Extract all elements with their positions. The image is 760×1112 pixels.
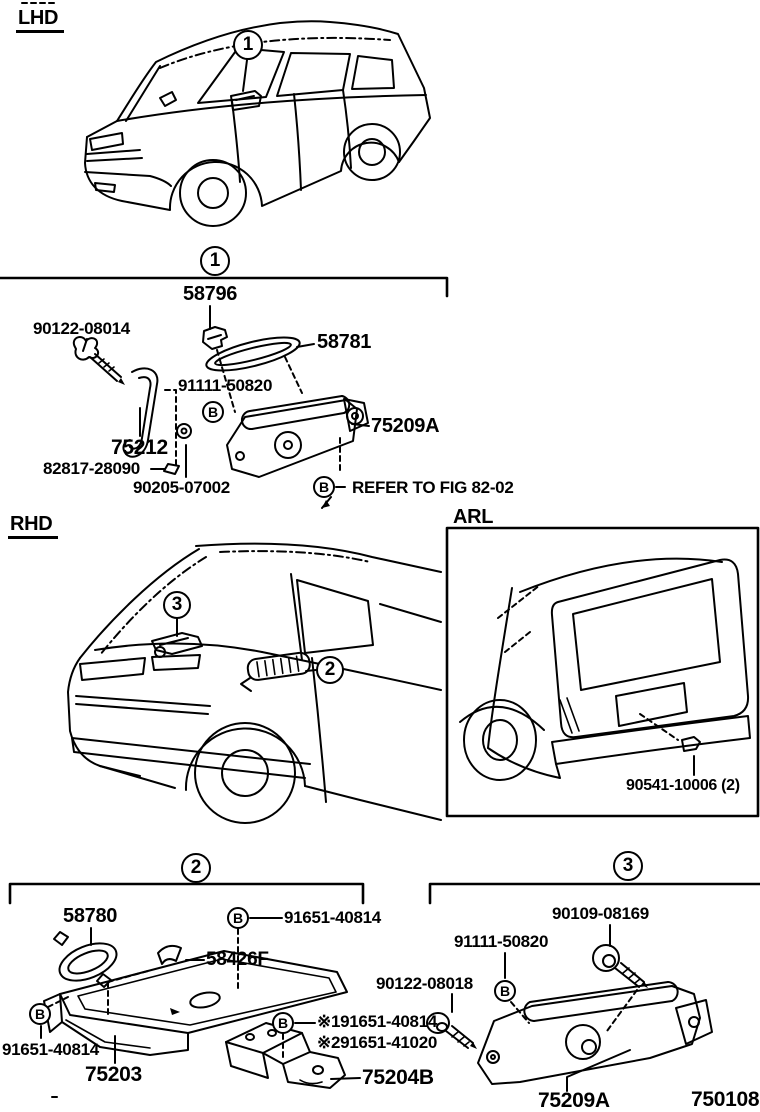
part-label-91111-50820-s3: 91111-50820 — [454, 932, 549, 951]
callout-2-rhd-van: 2 — [316, 656, 344, 684]
part-label-90109-08169: 90109-08169 — [552, 904, 649, 923]
view-label-arl: ARL — [453, 506, 494, 528]
part-label-90122-08014: 90122-08014 — [33, 319, 130, 338]
circled-b-marker-s1-refer: B — [313, 476, 335, 498]
callout-2-section: 2 — [181, 853, 211, 883]
view-label-lhd: LHD — [16, 8, 64, 33]
part-label-75209a-s1: 75209A — [371, 415, 440, 437]
circled-b-marker-s1-bolt: B — [202, 401, 224, 423]
callout-1-section: 1 — [200, 246, 230, 276]
figure-page-number: 750108 — [691, 1088, 760, 1111]
part-label-58781: 58781 — [317, 331, 372, 353]
circled-b-marker-s2-left: B — [29, 1003, 51, 1025]
part-label-alt-91651-40814: ※191651-40814 — [317, 1012, 438, 1031]
part-label-91651-40814-top: 91651-40814 — [284, 908, 381, 927]
part-label-75212: 75212 — [111, 436, 168, 459]
refer-note: REFER TO FIG 82-02 — [352, 478, 514, 497]
circled-b-marker-s3: B — [494, 980, 516, 1002]
circled-b-marker-s2-right: B — [272, 1012, 294, 1034]
part-label-58426f: 58426F — [206, 949, 269, 970]
part-label-58796: 58796 — [183, 283, 238, 305]
part-label-91651-40814-left: 91651-40814 — [2, 1040, 99, 1059]
part-label-75204b: 75204B — [362, 1066, 434, 1089]
circled-b-marker-s2-top: B — [227, 907, 249, 929]
part-label-90541-10006: 90541-10006 (2) — [626, 777, 740, 794]
rhd-van-drawing — [68, 544, 441, 823]
part-label-75209a-s3: 75209A — [538, 1089, 610, 1112]
part-label-75203: 75203 — [85, 1063, 142, 1086]
part-label-91111-50820-s1: 91111-50820 — [178, 376, 273, 395]
callout-3-section: 3 — [613, 851, 643, 881]
view-label-rhd: RHD — [8, 514, 58, 539]
part-label-alt-91651-41020: ※291651-41020 — [317, 1033, 438, 1052]
roof-antenna-device — [231, 91, 261, 110]
arl-view-drawing — [447, 528, 758, 816]
part-label-58780: 58780 — [63, 905, 118, 927]
part-label-82817-28090: 82817-28090 — [43, 459, 140, 478]
part-label-90122-08018: 90122-08018 — [376, 974, 473, 993]
part-label-90205-07002: 90205-07002 — [133, 478, 230, 497]
callout-3-rhd-van: 3 — [163, 591, 191, 619]
callout-1-lhd-van: 1 — [233, 30, 263, 60]
